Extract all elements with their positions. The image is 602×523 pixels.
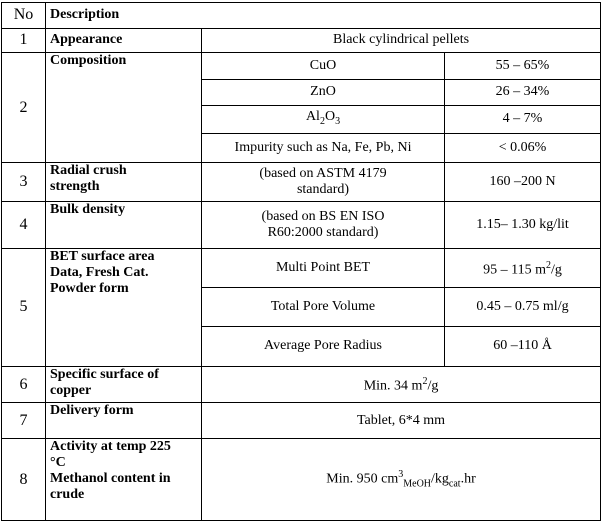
impurity-value: < 0.06% (445, 133, 601, 163)
multi-point-bet-name: Multi Point BET (202, 249, 445, 288)
row-number: 7 (2, 403, 46, 439)
specific-surface-label-line2: copper (50, 382, 92, 398)
activity-label-line2: °C (50, 455, 66, 471)
impurity-name: Impurity such as Na, Fe, Pb, Ni (202, 133, 445, 163)
header-description: Description (46, 3, 601, 29)
activity-value-b: /kg (431, 471, 449, 487)
activity-value-c: .hr (460, 471, 476, 487)
al2o3-o: O (324, 109, 336, 125)
al2o3-name (202, 106, 445, 134)
specific-surface-value-main: Min. 34 m (363, 378, 423, 394)
bulk-density-method-line1: (based on BS EN ISO (261, 209, 385, 225)
multi-point-bet-value (445, 249, 601, 288)
row-radial-crush (2, 163, 601, 202)
row-number: 8 (2, 439, 46, 521)
radial-crush-method-line1: (based on ASTM 4179 (259, 166, 387, 182)
activity-label-line4: crude (50, 487, 85, 503)
activity-value-a: Min. 950 cm (326, 471, 399, 487)
pore-radius-name: Average Pore Radius (202, 326, 445, 366)
row-bet-multipoint (2, 249, 601, 288)
activity-value (202, 439, 601, 521)
radial-crush-method (202, 163, 445, 202)
radial-crush-method-line2: standard) (296, 182, 350, 198)
pore-volume-value: 0.45 – 0.75 ml/g (445, 287, 601, 326)
bet-value-main: 95 – 115 m (483, 262, 546, 278)
row-bulk-density (2, 202, 601, 249)
bet-value-tail: /g (551, 262, 562, 278)
catalyst-spec-table (1, 2, 601, 521)
bet-label-line2: Data, Fresh Cat. (50, 265, 149, 281)
row-specific-surface (2, 366, 601, 403)
zno-name: ZnO (202, 79, 445, 106)
bulk-density-label: Bulk density (46, 202, 202, 249)
al2o3-sub-3: 3 (335, 115, 341, 127)
row-activity (2, 439, 601, 521)
row-composition-cuo (2, 53, 601, 80)
row-delivery-form (2, 403, 601, 439)
pore-radius-value: 60 –110 Å (445, 326, 601, 366)
specific-surface-value (202, 366, 601, 403)
specific-surface-label-line1: Specific surface of (50, 366, 159, 382)
bet-label (46, 249, 202, 366)
cuo-value: 55 – 65% (445, 53, 601, 80)
activity-value-sub-cat: cat (448, 478, 461, 490)
row-number: 2 (2, 53, 46, 163)
row-number: 1 (2, 28, 46, 53)
zno-value: 26 – 34% (445, 79, 601, 106)
pore-volume-name: Total Pore Volume (202, 287, 445, 326)
radial-crush-label-line1: Radial crush (50, 163, 127, 179)
bulk-density-method-line2: R60:2000 standard) (267, 225, 379, 241)
appearance-value: Black cylindrical pellets (202, 28, 601, 53)
radial-crush-value: 160 –200 N (445, 163, 601, 202)
radial-crush-label-line2: strength (50, 179, 100, 195)
row-number: 6 (2, 366, 46, 403)
delivery-form-value: Tablet, 6*4 mm (202, 403, 601, 439)
bet-label-line3: Powder form (50, 281, 129, 297)
header-row (2, 3, 601, 29)
header-no: No (2, 3, 46, 29)
activity-value-sub-meoh: MeOH (403, 478, 432, 490)
row-number: 5 (2, 249, 46, 366)
appearance-label: Appearance (46, 28, 202, 53)
radial-crush-label (46, 163, 202, 202)
specific-surface-value-tail: /g (427, 378, 439, 394)
specific-surface-value-sup: 2 (422, 376, 428, 388)
cuo-name: CuO (202, 53, 445, 80)
row-appearance (2, 28, 601, 53)
al2o3-al: Al (305, 109, 320, 125)
row-number: 3 (2, 163, 46, 202)
specific-surface-label (46, 366, 202, 403)
activity-label-line3: Methanol content in (50, 471, 171, 487)
composition-label: Composition (46, 53, 202, 163)
activity-label-line1: Activity at temp 225 (50, 439, 171, 455)
row-number: 4 (2, 202, 46, 249)
activity-value-sup: 3 (398, 468, 404, 480)
al2o3-value: 4 – 7% (445, 106, 601, 134)
al2o3-sub-2: 2 (319, 115, 325, 127)
activity-label (46, 439, 202, 521)
bet-value-sup: 2 (546, 259, 551, 271)
bulk-density-method (202, 202, 445, 249)
bet-label-line1: BET surface area (50, 249, 155, 265)
delivery-form-label: Delivery form (46, 403, 202, 439)
bulk-density-value: 1.15– 1.30 kg/lit (445, 202, 601, 249)
